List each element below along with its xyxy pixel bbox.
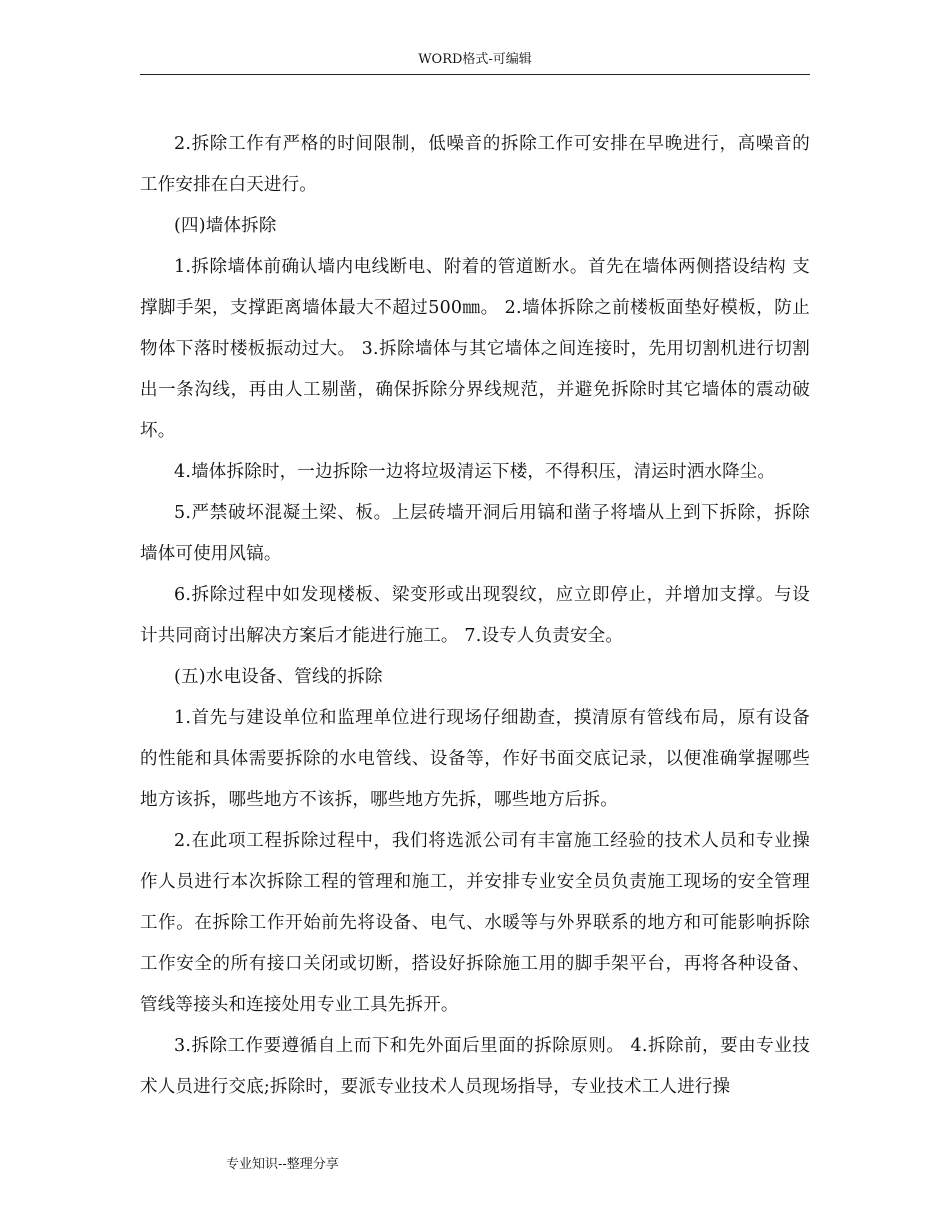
paragraph-site-survey: 1.首先与建设单位和监理单位进行现场仔细勘查，摸清原有管线布局，原有设备的性能和具体需要拆除的水电管线、设备等，作好书面交底记录，以便准确掌握哪些地方该拆，哪些地方不该拆，哪些地方先拆，哪些地方后拆。 (140, 708, 810, 810)
paragraph-demolition-principles: 3.拆除工作要遵循自上而下和先外面后里面的拆除原则。 4.拆除前，要由专业技术人员进行交底;拆除时，要派专业技术人员现场指导，专业技术工人进行操 (140, 1036, 810, 1097)
paragraph-concrete-protection: 5.严禁破坏混凝土梁、板。上层砖墙开洞后用镐和凿子将墙从上到下拆除，拆除墙体可使用风镐。 (140, 503, 810, 564)
paragraph-wall-demolition-steps: 1.拆除墙体前确认墙内电线断电、附着的管道断水。首先在墙体两侧搭设结构 支撑脚手架，支撑距离墙体最大不超过500㎜。 2.墙体拆除之前楼板面垫好模板，防止物体下落时楼板振动过大。 3.拆除墙体与其它墙体之间连接时，先用切割机进行切割出一条沟线，再由人工剔凿，确保拆除分界线规范，并避免拆除时其它墙体的震动破坏。 (140, 257, 810, 441)
paragraph-debris-removal: 4.墙体拆除时，一边拆除一边将垃圾清运下楼，不得积压，清运时洒水降尘。 (174, 462, 776, 482)
section-heading-utilities-demolition: (五)水电设备、管线的拆除 (174, 667, 383, 687)
page-header (140, 52, 810, 75)
section-heading-wall-demolition: (四)墙体拆除 (174, 216, 277, 236)
footer-text: 专业知识--整理分享 (226, 1157, 339, 1172)
paragraph-staffing-and-isolation: 2.在此项工程拆除过程中，我们将选派公司有丰富施工经验的技术人员和专业操作人员进行本次拆除工程的管理和施工，并安排专业安全员负责施工现场的安全管理工作。在拆除工作开始前先将设备、电气、水暖等与外界联系的地方和可能影响拆除工作安全的所有接口关闭或切断，搭设好拆除施工用的脚手架平台，再将各种设备、管线等接头和连接处用专业工具先拆开。 (140, 831, 810, 1015)
page-footer (226, 1157, 339, 1173)
document-body (140, 124, 810, 1108)
header-text: WORD格式-可编辑 (418, 52, 532, 67)
paragraph-demolition-time-limit: 2.拆除工作有严格的时间限制，低噪音的拆除工作可安排在早晚进行，高噪音的工作安排在白天进行。 (140, 134, 810, 195)
paragraph-deformation-handling: 6.拆除过程中如发现楼板、梁变形或出现裂纹，应立即停止，并增加支撑。与设计共同商讨出解决方案后才能进行施工。 7.设专人负责安全。 (140, 585, 810, 646)
